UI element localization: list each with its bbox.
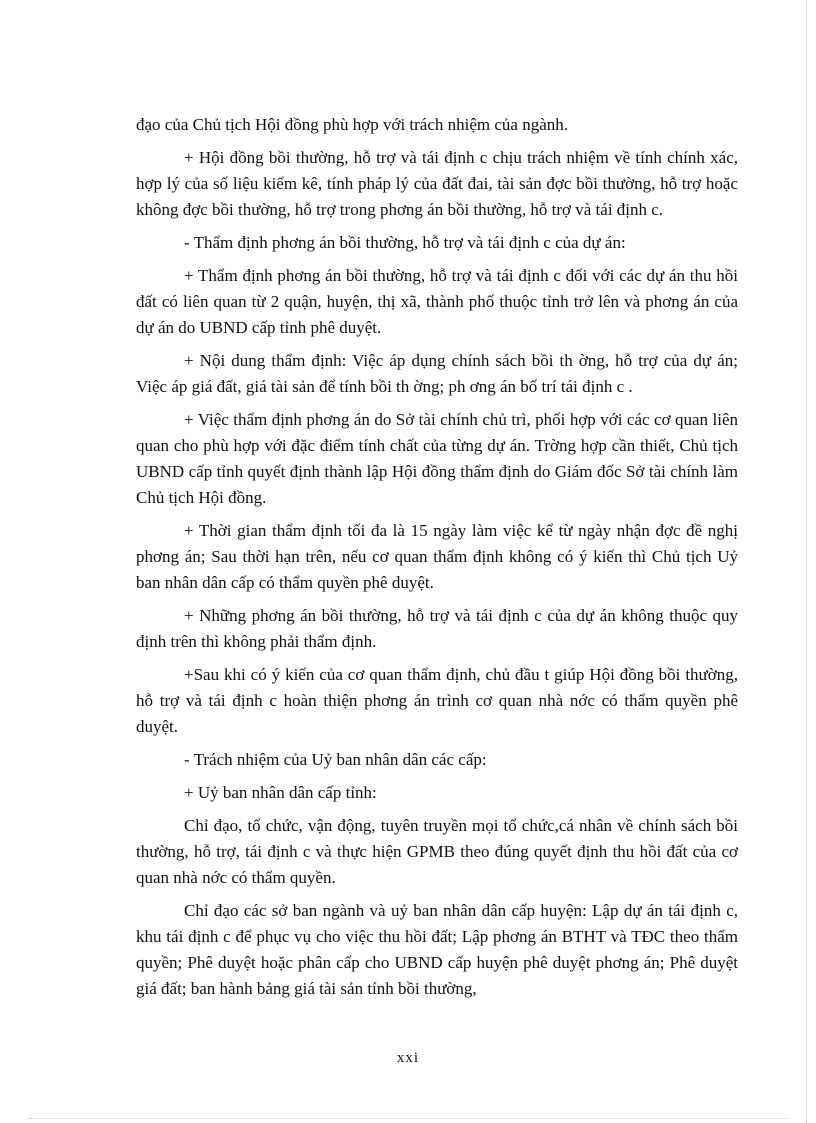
paragraph-13: Chỉ đạo các sở ban ngành và uỷ ban nhân dân cấp huyện: Lập dự án tái định c, khu tái định c để phục vụ cho việc thu hồi đất; Lập phơng án BTHT và TĐC theo thẩm quyền; Phê duyệt hoặc phân cấp cho UBND cấp huyện phê duyệt phơng án; Phê duyệt giá đất; ban hành bảng giá tài sản tính bồi thường, (136, 901, 738, 998)
paragraph-3: - Thẩm định phơng án bồi thường, hỗ trợ và tái định c của dự án: (184, 233, 626, 252)
paragraph-4: + Thẩm định phơng án bồi thường, hỗ trợ và tái định c đối với các dự án thu hồi đất có liên quan từ 2 quận, huyện, thị xã, thành phố thuộc tỉnh trở lên và phơng án của dự án do UBND cấp tỉnh phê duyệt. (136, 266, 738, 337)
side-dotted-rule (806, 0, 807, 1123)
paragraph-10: - Trách nhiệm của Uỷ ban nhân dân các cấp: (184, 750, 487, 769)
bottom-dotted-rule (28, 1118, 788, 1119)
paragraph-7: + Thời gian thẩm định tối đa là 15 ngày làm việc kể từ ngày nhận đợc đề nghị phơng án; Sau thời hạn trên, nếu cơ quan thẩm định không có ý kiến thì Chủ tịch Uỷ ban nhân dân cấp có thẩm quyền phê duyệt. (136, 521, 738, 592)
page-number: xxi (396, 1050, 420, 1066)
paragraph-1: đạo của Chủ tịch Hội đồng phù hợp với trách nhiệm của ngành. (136, 115, 569, 134)
paragraph-12: Chỉ đạo, tổ chức, vận động, tuyên truyền mọi tổ chức,cá nhân về chính sách bồi thường, hỗ trợ, tái định c và thực hiện GPMB theo đúng quyết định thu hồi đất của cơ quan nhà nớc có thẩm quyền. (136, 816, 738, 887)
body-text (136, 112, 738, 1009)
paragraph-5: + Nội dung thẩm định: Việc áp dụng chính sách bồi th ờng, hỗ trợ của dự án; Việc áp giá đất, giá tài sản để tính bồi th ờng; ph ơng án bố trí tái định c . (136, 351, 738, 396)
paragraph-8: + Những phơng án bồi thường, hỗ trợ và tái định c của dự án không thuộc quy định trên thì không phải thẩm định. (136, 606, 738, 651)
paragraph-9: +Sau khi có ý kiến của cơ quan thẩm định, chủ đầu t giúp Hội đồng bồi thường, hỗ trợ và tái định c hoàn thiện phơng án trình cơ quan nhà nớc có thẩm quyền phê duyệt. (136, 665, 738, 736)
paragraph-6: + Việc thẩm định phơng án do Sở tài chính chủ trì, phối hợp với các cơ quan liên quan cho phù hợp với đặc điểm tính chất của từng dự án. Trờng hợp cần thiết, Chủ tịch UBND cấp tỉnh quyết định thành lập Hội đồng thẩm định do Giám đốc Sở tài chính làm Chủ tịch Hội đồng. (136, 410, 738, 507)
paragraph-2: + Hội đồng bồi thường, hỗ trợ và tái định c chịu trách nhiệm về tính chính xác, hợp lý của số liệu kiểm kê, tính pháp lý của đất đai, tài sản đợc bồi thường, hỗ trợ hoặc không đợc bồi thường, hỗ trợ trong phơng án bồi thường, hỗ trợ và tái định c. (136, 148, 738, 219)
paragraph-11: + Uỷ ban nhân dân cấp tỉnh: (184, 783, 377, 802)
